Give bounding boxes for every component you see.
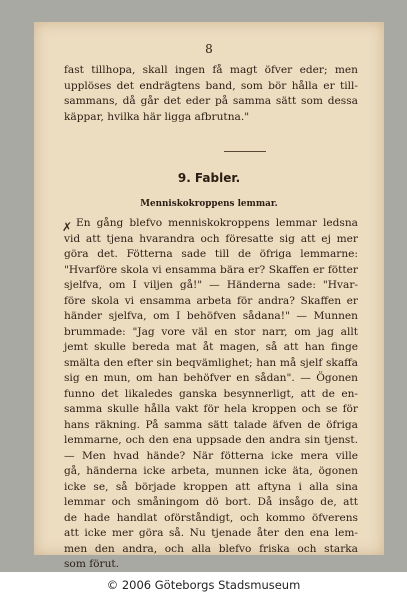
text-line: fast tillhopa, skall ingen få magt öfver eder; men bbox=[64, 64, 358, 76]
text-line: de hade handlat oförståndigt, och kommo öfverens bbox=[64, 511, 358, 524]
text-line: — Men hvad hände? När fötterna icke mera ville bbox=[64, 449, 358, 462]
text-line: att icke mer göra så. Nu tjenade åter den ena lem- bbox=[64, 527, 358, 539]
text-line: samma skulle hålla vakt för hela kroppen och se för bbox=[64, 403, 358, 415]
text-line: hans räkning. På samma sätt talade äfven de öfriga bbox=[64, 418, 358, 431]
text-line: sammans, då går det eder på samma sätt som dessa bbox=[64, 95, 358, 107]
book-page bbox=[34, 22, 384, 570]
text-line: sig en mun, om han behöfver en sådan". — Ögonen bbox=[64, 372, 358, 384]
copyright-notice: © 2006 Göteborgs Stadsmuseum bbox=[106, 578, 301, 592]
text-line: lemmarne, och den ena uppsade den andra sin tjenst. bbox=[64, 434, 358, 446]
page-number: 8 bbox=[205, 42, 213, 56]
text-line: käppar, hvilka här ligga afbrutna." bbox=[64, 110, 250, 123]
text-line: vid att tjena hvarandra och föresatte sig att ej mer bbox=[64, 232, 358, 245]
text-line: En gång blefvo menniskokroppens lemmar ledsna bbox=[76, 217, 358, 229]
text-line: icke se, så började kroppen att aftyna i alla sina bbox=[64, 480, 358, 493]
fable-title: Menniskokroppens lemmar. bbox=[140, 199, 278, 209]
text-line: men den andra, och alla blefvo friska och starka bbox=[64, 542, 358, 555]
text-line: gå, händerna icke arbeta, munnen icke äta, ögonen bbox=[64, 465, 358, 477]
text-line: före skola vi ensamma arbeta för andra? Skaffen er bbox=[64, 294, 358, 307]
text-line: lemmar och småningom dö bort. Då insågo de, att bbox=[64, 496, 358, 508]
fable-paragraph bbox=[64, 216, 358, 573]
intro-paragraph bbox=[64, 63, 358, 125]
text-line: smälta den efter sin beqvämlighet; han må sjelf skaffa bbox=[64, 356, 358, 369]
text-line: funno det likaledes ganska besynnerligt, att de en- bbox=[64, 387, 358, 400]
text-line: som förut. bbox=[64, 558, 120, 570]
text-line: händer sjelfva, om I behöfven sådana!" — Munnen bbox=[64, 310, 358, 322]
text-line: jemt skulle bereda mat åt magen, så att han finge bbox=[64, 341, 358, 353]
text-line: brummade: "Jag vore väl en stor narr, om jag allt bbox=[64, 325, 358, 338]
text-line: upplöses det endrägtens band, som bör hålla er till- bbox=[64, 79, 358, 92]
handwritten-mark: ✗ bbox=[62, 220, 73, 234]
section-divider bbox=[224, 151, 266, 152]
text-line: sjelfva, om I viljen gå!" — Händerna sade: "Hvar- bbox=[64, 279, 358, 291]
section-heading: 9. Fabler. bbox=[177, 171, 241, 185]
text-line: "Hvarföre skola vi ensamma bära er? Skaffen er fötter bbox=[64, 263, 358, 276]
text-line: göra det. Fötterna sade till de öfriga lemmarne: bbox=[64, 248, 358, 260]
